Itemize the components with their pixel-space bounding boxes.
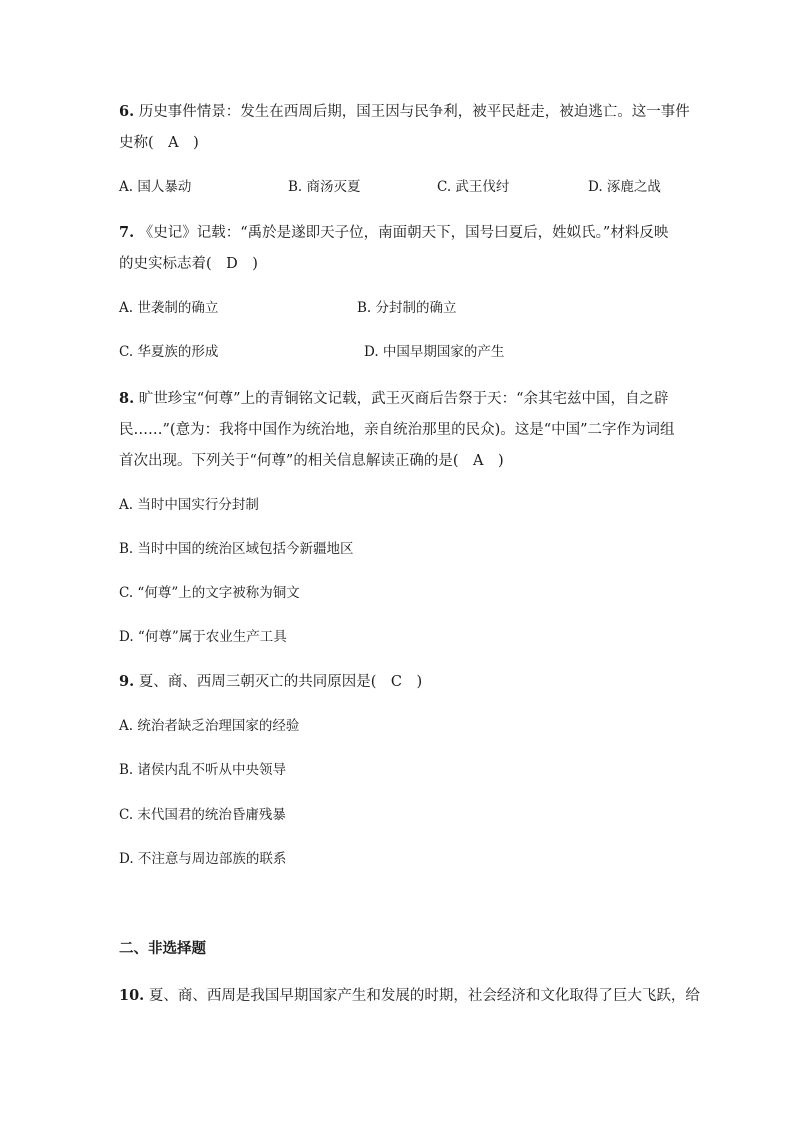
q10-number: 10. xyxy=(119,987,145,1004)
q6-number: 6. xyxy=(119,103,135,120)
q6-option-a: A. 国人暴动 xyxy=(119,179,192,195)
section-heading-non-choice: 二、非选择题 xyxy=(119,940,206,957)
q6-stem-line-2: 史称( A ) xyxy=(119,135,199,151)
q7-stem-line-2: 的史实标志着( D ) xyxy=(119,256,258,272)
q8-stem-line-3: 首次出现。下列关于“何尊”的相关信息解读正确的是( A ) xyxy=(119,453,504,469)
q6-option-b: B. 商汤灭夏 xyxy=(288,179,361,195)
q10-stem-text-1: 夏、商、西周是我国早期国家产生和发展的时期，社会经济和文化取得了巨大飞跃，给 xyxy=(148,988,700,1004)
q8-option-b: B. 当时中国的统治区域包括今新疆地区 xyxy=(119,541,354,557)
q10-stem-line-1 xyxy=(119,986,700,1006)
q8-option-c: C. “何尊”上的文字被称为铜文 xyxy=(119,585,300,601)
q7-option-b: B. 分封制的确立 xyxy=(357,300,457,316)
q7-stem-line-1 xyxy=(119,223,679,243)
q6-option-d: D. 涿鹿之战 xyxy=(588,179,661,195)
q8-stem-text-1: 旷世珍宝“何尊”上的青铜铭文记载，武王灭商后告祭于天：“余其宅兹中国，自之辟 xyxy=(138,391,669,407)
q9-option-b: B. 诸侯内乱不听从中央领导 xyxy=(119,762,287,778)
q7-option-a: A. 世袭制的确立 xyxy=(119,300,219,316)
q9-option-c: C. 末代国君的统治昏庸残暴 xyxy=(119,807,286,823)
q8-number: 8. xyxy=(119,390,135,407)
q6-stem-line-1 xyxy=(119,102,690,122)
q8-stem-line-1 xyxy=(119,389,679,409)
q9-option-a: A. 统治者缺乏治理国家的经验 xyxy=(119,718,300,734)
q7-number: 7. xyxy=(119,224,135,241)
q8-option-d: D. “何尊”属于农业生产工具 xyxy=(119,629,287,645)
q7-stem-text-1: 《史记》记载：“禹於是遂即天子位，南面朝天下，国号曰夏后，姓姒氏。”材料反映 xyxy=(138,225,669,241)
q6-stem-text-1: 历史事件情景：发生在西周后期，国王因与民争利，被平民赶走，被迫逃亡。这一事件 xyxy=(138,104,690,120)
q9-stem-text-1: 夏、商、西周三朝灭亡的共同原因是( C ) xyxy=(138,674,423,690)
q7-option-d: D. 中国早期国家的产生 xyxy=(364,344,505,360)
q8-option-a: A. 当时中国实行分封制 xyxy=(119,497,259,513)
q9-number: 9. xyxy=(119,673,135,690)
q6-option-c: C. 武王伐纣 xyxy=(437,179,510,195)
q9-stem-line-1 xyxy=(119,672,679,692)
q7-option-c: C. 华夏族的形成 xyxy=(119,344,219,360)
q9-option-d: D. 不注意与周边部族的联系 xyxy=(119,851,287,867)
q8-stem-line-2: 民……”(意为：我将中国作为统治地，亲自统治那里的民众)。这是“中国”二字作为词组 xyxy=(119,422,675,438)
